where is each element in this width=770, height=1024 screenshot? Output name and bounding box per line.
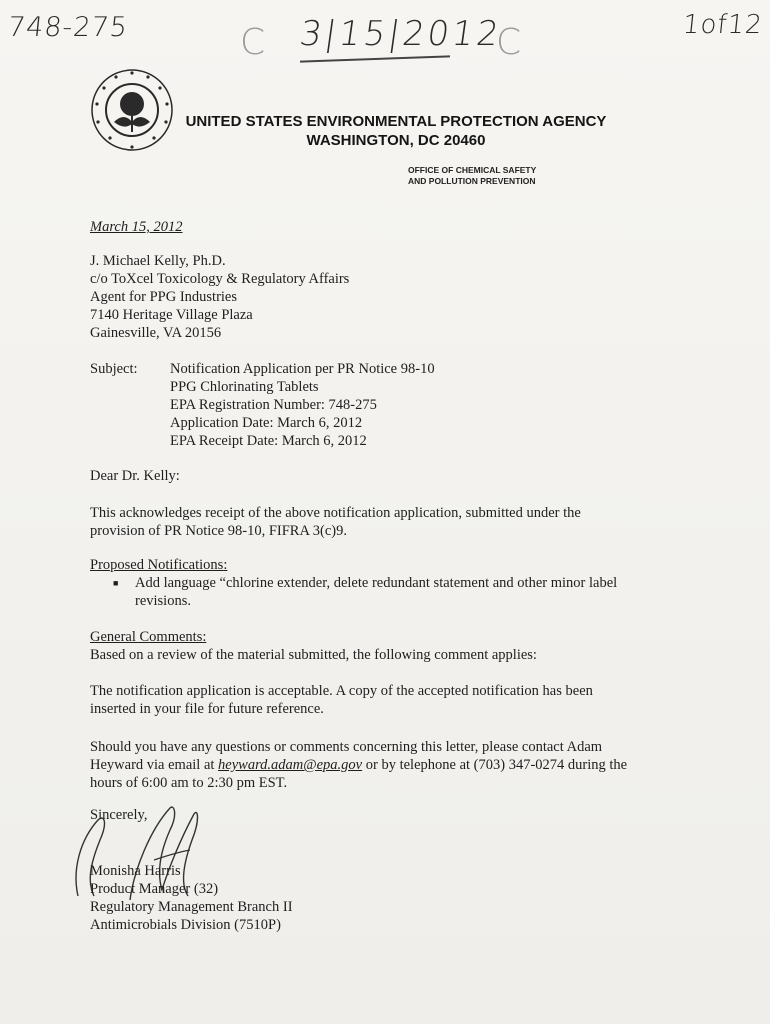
handwritten-registration-number: 748-275 [6,12,130,43]
subject-label: Subject: [90,361,138,377]
signatory-division: Antimicrobials Division (7510P) [90,917,281,933]
recipient-street: 7140 Heritage Village Plaza [90,307,253,323]
office-name: OFFICE OF CHEMICAL SAFETY AND POLLUTION PREVENTION [408,165,537,186]
recipient-name: J. Michael Kelly, Ph.D. [90,253,226,269]
recipient-address [90,252,349,342]
recipient-city: Gainesville, VA 20156 [90,325,222,341]
subject-block [90,360,435,450]
contact-email-link[interactable]: heyward.adam@epa.gov [218,757,363,773]
subject-lines [170,360,435,450]
recipient-agent: Agent for PPG Industries [90,289,238,305]
agency-name: UNITED STATES ENVIRONMENTAL PROTECTION AGENCY [185,113,607,130]
handwritten-date: 3|15|2012 [297,14,505,54]
agency-header [180,112,612,150]
subject-line: EPA Registration Number: 748-275 [170,397,377,413]
handwritten-mark-left: C [240,22,267,63]
handwritten-page-count: 1of12 [681,10,765,40]
bullet-icon: ■ [113,578,119,588]
subject-line: Notification Application per PR Notice 98-10 [170,361,435,377]
handwritten-date-underline [300,55,450,62]
letter-date: March 15, 2012 [90,219,183,235]
contact-paragraph: Should you have any questions or comments concerning this letter, please contact Adam Heyward via email at heyward.adam@epa.gov or by telephone at (703) 347-0274 during the hours of 6:00 am to 2:30 pm EST. [90,739,628,791]
recipient-company: c/o ToXcel Toxicology & Regulatory Affairs [90,271,350,287]
signatory-name: Monisha Harris [90,863,181,879]
epa-seal-icon [88,66,176,154]
agency-address: WASHINGTON, DC 20460 [306,132,486,149]
acknowledgement-paragraph: This acknowledges receipt of the above notification application, submitted under the provision of PR Notice 98-10, FIFRA 3(c)9. [90,505,581,539]
closing: Sincerely, [90,807,148,823]
signatory-block [90,862,293,934]
acceptance-paragraph: The notification application is acceptable. A copy of the accepted notification has been inserted in your file for future reference. [90,683,593,717]
general-comments-text: Based on a review of the material submitted, the following comment applies: [90,647,537,663]
proposed-notification-item: ■ Add language “chlorine extender, delete redundant statement and other minor label revisions. [113,575,618,609]
subject-line: PPG Chlorinating Tablets [170,379,319,395]
subject-line: EPA Receipt Date: March 6, 2012 [170,433,367,449]
general-comments-heading: General Comments: [90,629,207,645]
signatory-title: Product Manager (32) [90,881,219,897]
signatory-branch: Regulatory Management Branch II [90,899,293,915]
proposed-notifications-heading: Proposed Notifications: [90,557,228,573]
subject-line: Application Date: March 6, 2012 [170,415,363,431]
greeting: Dear Dr. Kelly: [90,468,180,484]
handwritten-mark-right: C [496,22,523,63]
